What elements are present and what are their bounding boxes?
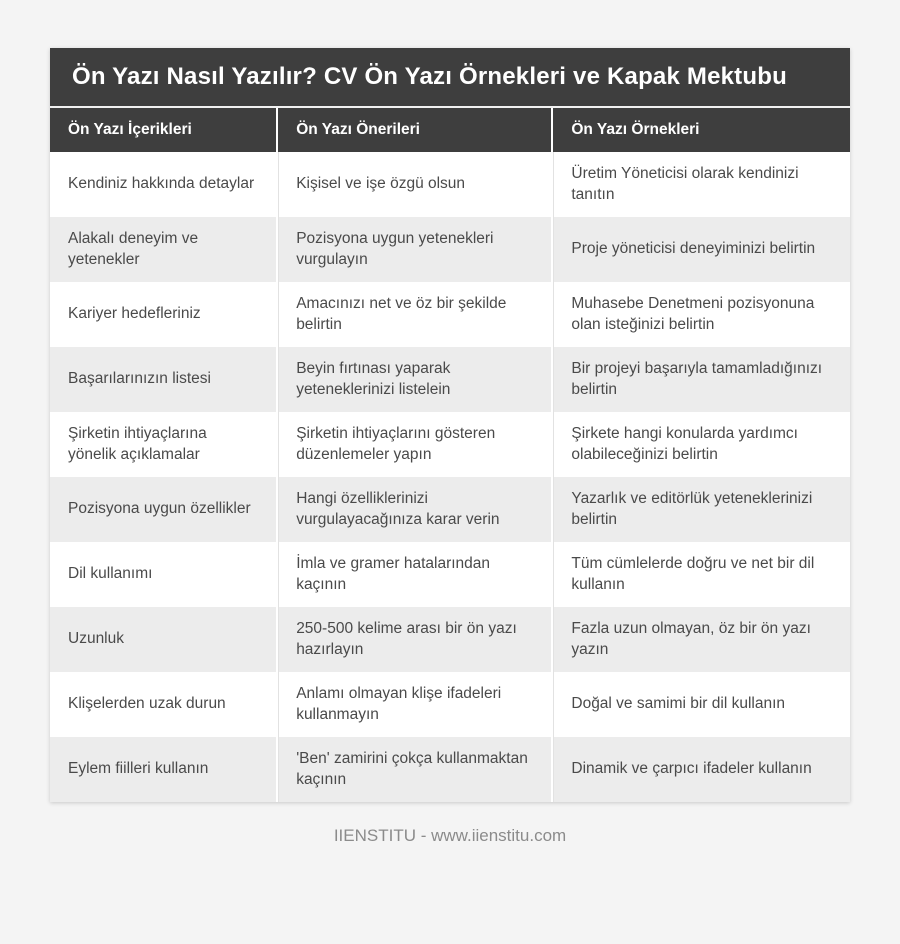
page-title: Ön Yazı Nasıl Yazılır? CV Ön Yazı Örnekleri ve Kapak Mektubu — [50, 48, 850, 108]
table-header — [50, 108, 850, 152]
table-cell: Fazla uzun olmayan, öz bir ön yazı yazın — [552, 607, 850, 672]
column-header-icerikleri: Ön Yazı İçerikleri — [50, 108, 277, 152]
table-cell: 250-500 kelime arası bir ön yazı hazırlayın — [277, 607, 552, 672]
table-cell: Başarılarınızın listesi — [50, 347, 277, 412]
table-cell: Pozisyona uygun yetenekleri vurgulayın — [277, 217, 552, 282]
table-cell: Üretim Yöneticisi olarak kendinizi tanıtın — [552, 152, 850, 217]
table-cell: Klişelerden uzak durun — [50, 672, 277, 737]
table-cell: Alakalı deneyim ve yetenekler — [50, 217, 277, 282]
table-cell: Amacınızı net ve öz bir şekilde belirtin — [277, 282, 552, 347]
page-background — [0, 48, 900, 944]
table-cell: 'Ben' zamirini çokça kullanmaktan kaçının — [277, 737, 552, 802]
table-row — [50, 217, 850, 282]
table-cell: İmla ve gramer hatalarından kaçının — [277, 542, 552, 607]
table-row — [50, 607, 850, 672]
table-cell: Dil kullanımı — [50, 542, 277, 607]
table-cell: Şirkete hangi konularda yardımcı olabileceğinizi belirtin — [552, 412, 850, 477]
table-row — [50, 737, 850, 802]
table-row — [50, 477, 850, 542]
table-cell: Kendiniz hakkında detaylar — [50, 152, 277, 217]
table-cell: Proje yöneticisi deneyiminizi belirtin — [552, 217, 850, 282]
column-header-ornekleri: Ön Yazı Örnekleri — [552, 108, 850, 152]
table-row — [50, 347, 850, 412]
footer-credit: IIENSTITU - www.iienstitu.com — [333, 826, 567, 845]
table-cell: Dinamik ve çarpıcı ifadeler kullanın — [552, 737, 850, 802]
table-row — [50, 672, 850, 737]
table-cell: Anlamı olmayan klişe ifadeleri kullanmayın — [277, 672, 552, 737]
table-cell: Yazarlık ve editörlük yeteneklerinizi belirtin — [552, 477, 850, 542]
table-cell: Kariyer hedefleriniz — [50, 282, 277, 347]
table-body — [50, 152, 850, 802]
table-cell: Şirketin ihtiyaçlarına yönelik açıklamalar — [50, 412, 277, 477]
column-header-onerileri: Ön Yazı Önerileri — [277, 108, 552, 152]
table-row — [50, 412, 850, 477]
table-row — [50, 542, 850, 607]
table-cell: Eylem fiilleri kullanın — [50, 737, 277, 802]
table-row — [50, 152, 850, 217]
table-cell: Hangi özelliklerinizi vurgulayacağınıza karar verin — [277, 477, 552, 542]
table-cell: Pozisyona uygun özellikler — [50, 477, 277, 542]
table-cell: Kişisel ve işe özgü olsun — [277, 152, 552, 217]
table-cell: Şirketin ihtiyaçlarını gösteren düzenlemeler yapın — [277, 412, 552, 477]
table-cell: Muhasebe Denetmeni pozisyonuna olan isteğinizi belirtin — [552, 282, 850, 347]
table-cell: Uzunluk — [50, 607, 277, 672]
table-cell: Bir projeyi başarıyla tamamladığınızı belirtin — [552, 347, 850, 412]
cover-letter-table — [50, 108, 850, 802]
table-cell: Doğal ve samimi bir dil kullanın — [552, 672, 850, 737]
table-cell: Tüm cümlelerde doğru ve net bir dil kullanın — [552, 542, 850, 607]
cover-letter-table-card — [50, 48, 850, 802]
table-row — [50, 282, 850, 347]
table-cell: Beyin fırtınası yaparak yeteneklerinizi listelein — [277, 347, 552, 412]
table-header-row — [50, 108, 850, 152]
